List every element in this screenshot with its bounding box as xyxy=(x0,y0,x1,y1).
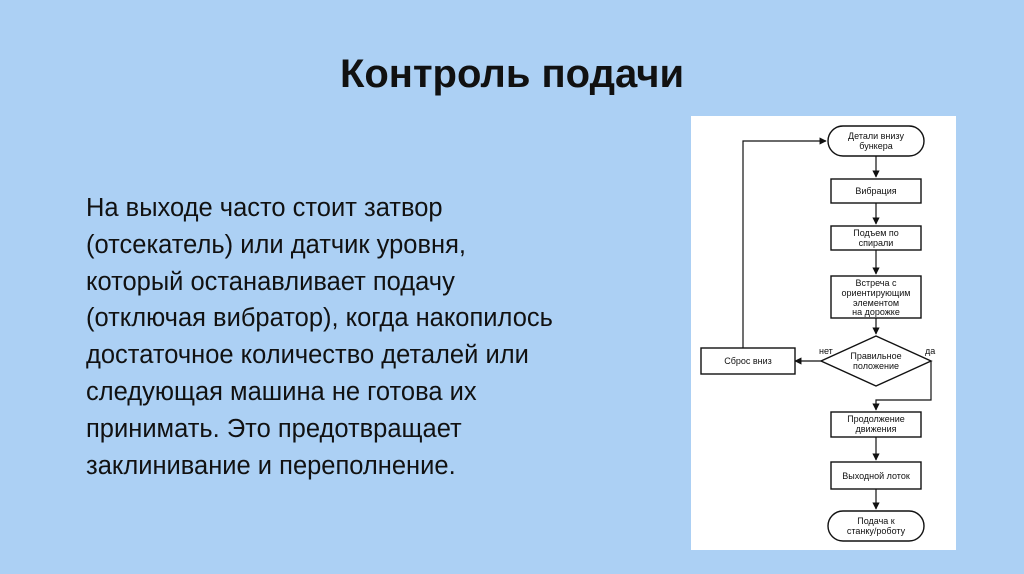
body-line: заклинивание и переполнение. xyxy=(86,451,456,480)
node-continue xyxy=(831,412,921,437)
node-label: станку/роботу xyxy=(846,526,906,536)
node-label: ориентирующим xyxy=(841,288,911,298)
node-label: Встреча с xyxy=(855,278,897,288)
node-label: движения xyxy=(855,424,897,434)
node-output xyxy=(831,462,921,489)
node-label: Подача к xyxy=(857,516,895,526)
node-label: Детали внизу xyxy=(848,131,904,141)
body-text xyxy=(86,190,666,484)
edge-label-yes: да xyxy=(925,346,936,356)
node-label: бункера xyxy=(859,141,893,151)
node-vibration xyxy=(831,179,921,203)
body-line: следующая машина не готова их xyxy=(86,377,477,406)
node-label: Правильное xyxy=(850,351,902,361)
edge-label-no: нет xyxy=(819,346,833,356)
node-label: Продолжение xyxy=(847,414,905,424)
node-drop xyxy=(701,348,795,374)
edge-drop-start xyxy=(743,141,826,348)
node-spiral xyxy=(831,226,921,250)
body-line: принимать. Это предотвращает xyxy=(86,414,462,443)
node-orient xyxy=(831,276,921,318)
slide-title: Контроль подачи xyxy=(339,52,685,96)
node-start xyxy=(828,126,924,156)
flowchart-panel xyxy=(691,116,956,550)
body-line: который останавливает подачу xyxy=(86,267,455,296)
node-label: Выходной лоток xyxy=(842,471,910,481)
node-label: Вибрация xyxy=(855,186,897,196)
node-end xyxy=(828,511,924,541)
node-label: элементом xyxy=(852,298,900,308)
node-label: спирали xyxy=(858,238,894,248)
body-line: На выходе часто стоит затвор xyxy=(86,194,443,222)
node-label: положение xyxy=(853,361,899,371)
flowchart xyxy=(691,116,956,550)
body-line: (отсекатель) или датчик уровня, xyxy=(86,230,466,259)
node-label: на дорожке xyxy=(852,307,900,317)
node-label: Сброс вниз xyxy=(724,356,772,366)
node-decision xyxy=(821,336,931,386)
body-line: достаточное количество деталей или xyxy=(86,341,529,370)
node-label: Подъем по xyxy=(853,228,899,238)
body-line: (отключая вибратор), когда накопилось xyxy=(86,304,553,333)
